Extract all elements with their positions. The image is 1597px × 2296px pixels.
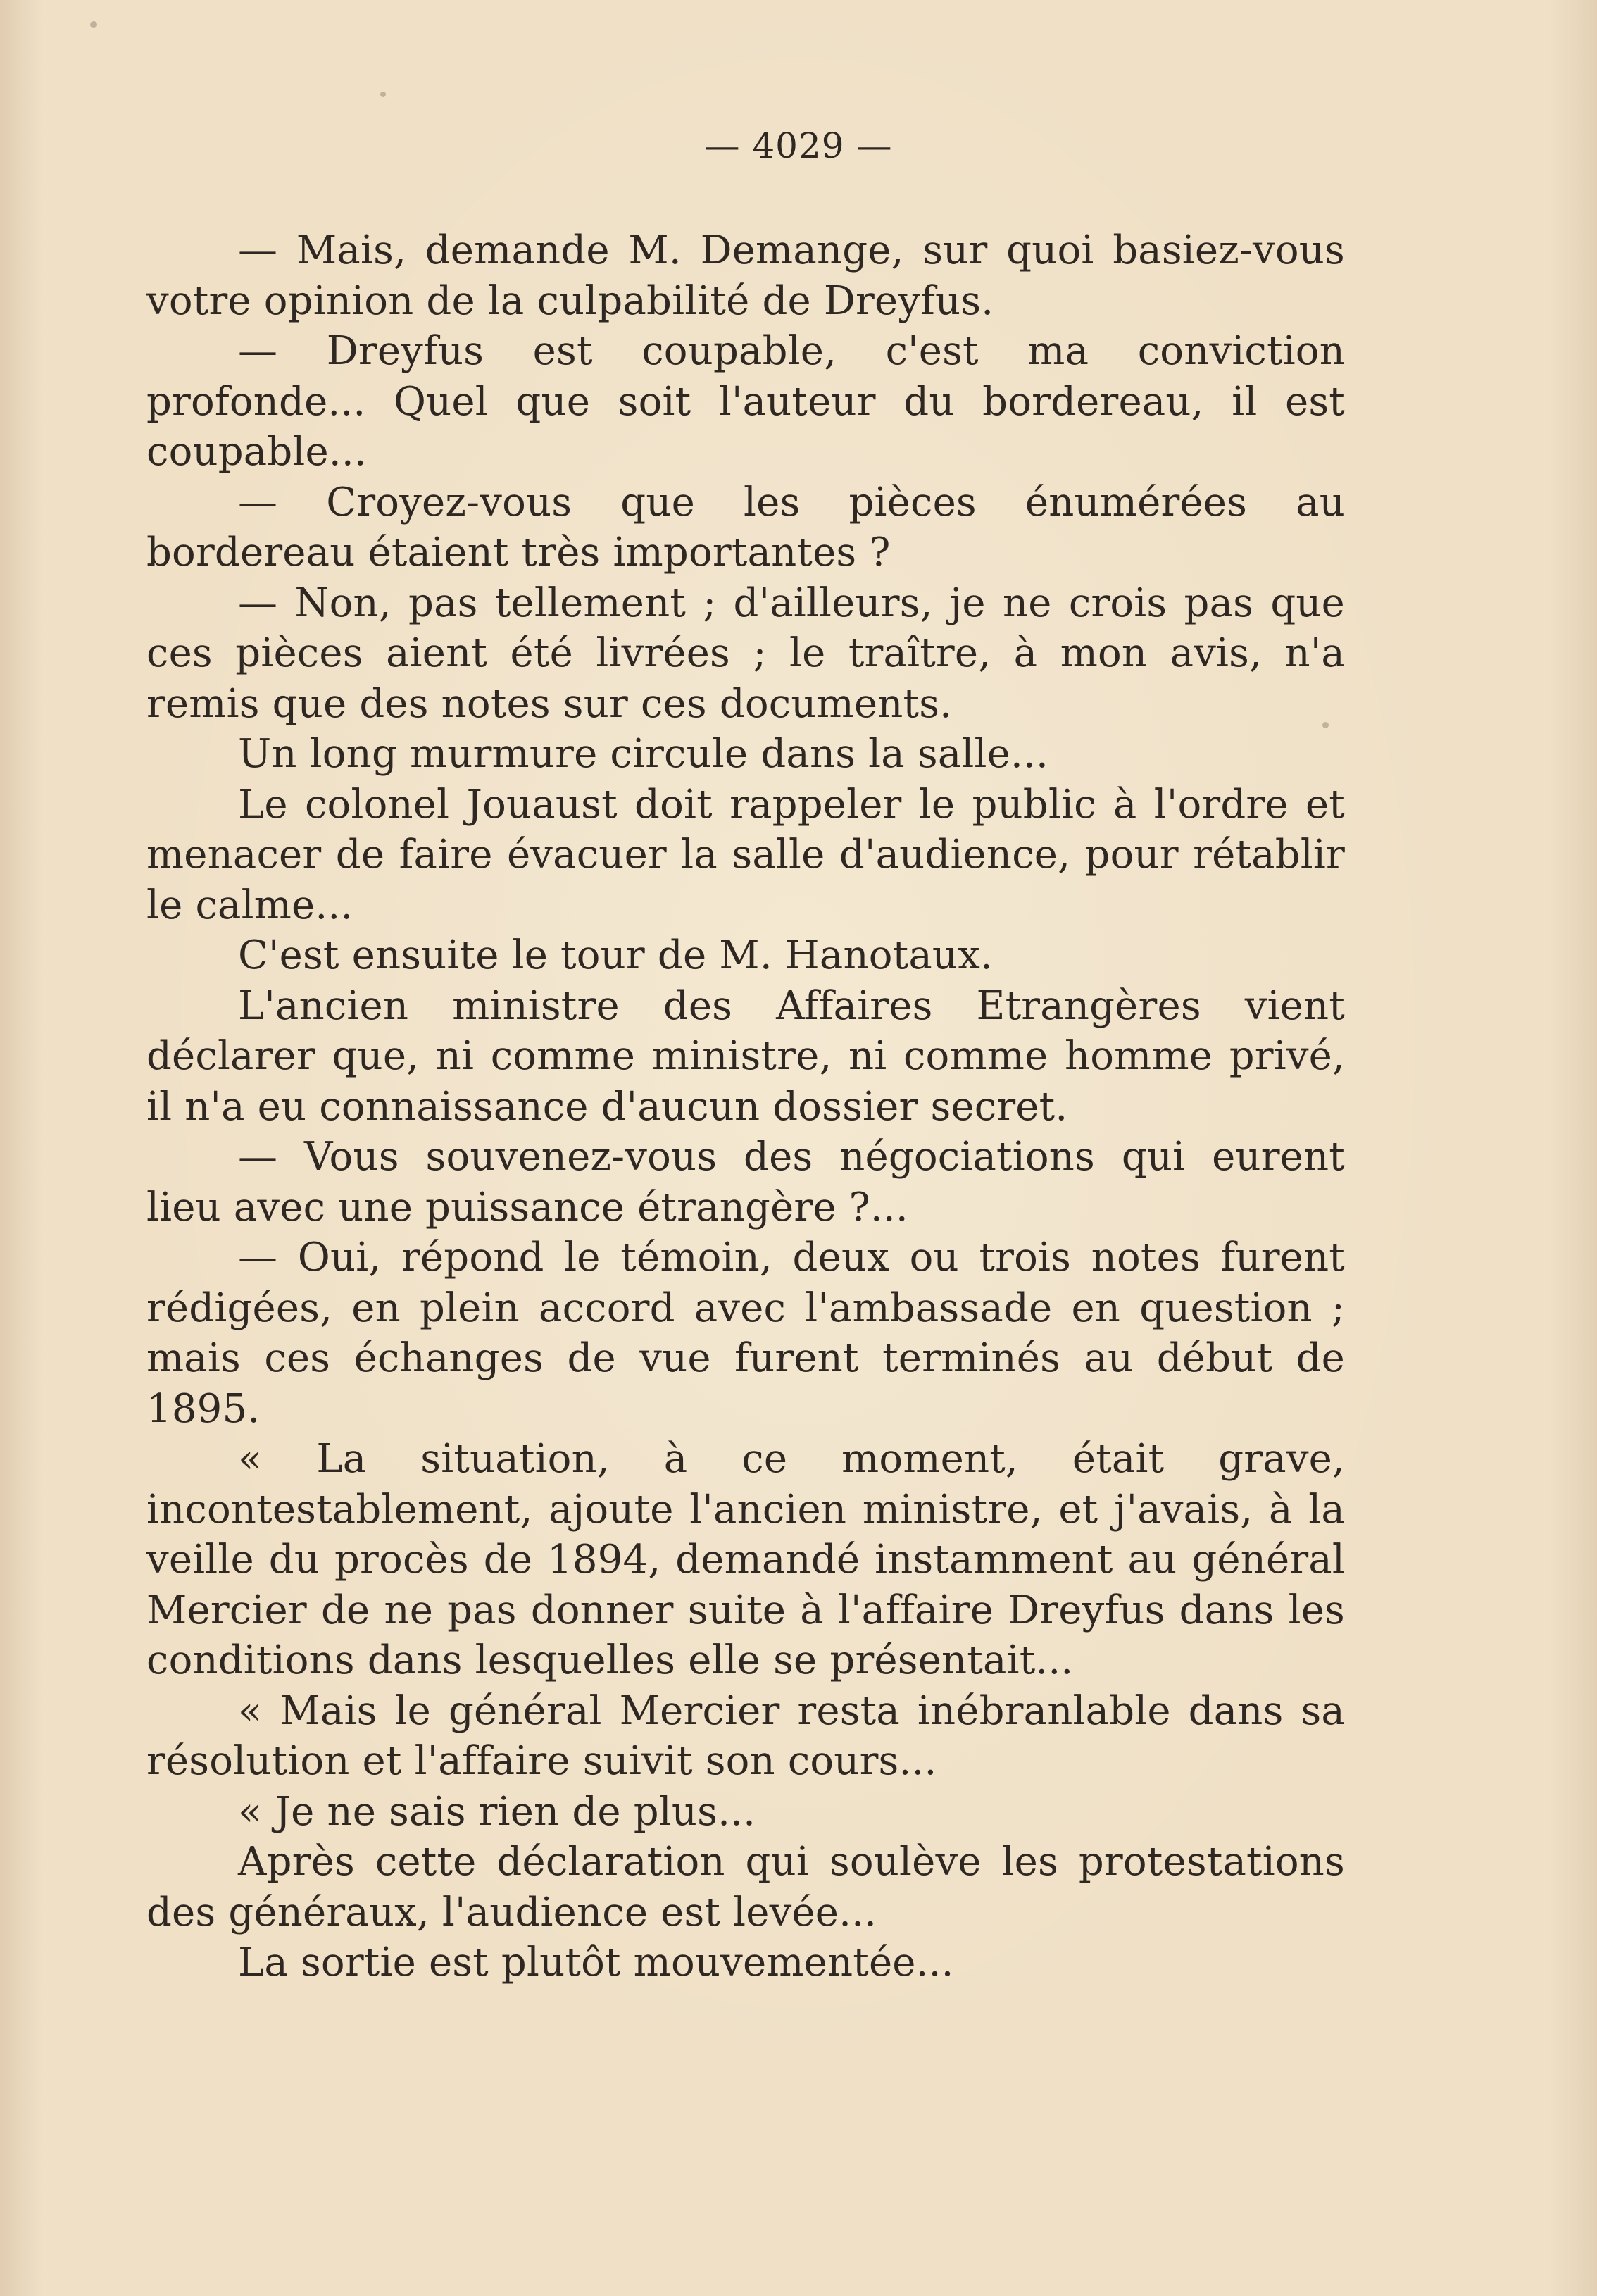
- paragraph: L'ancien ministre des Affaires Etrangères vient déclarer que, ni comme ministre, ni comme homme privé, il n'a eu connaissance d'aucun dossier secret.: [146, 982, 1345, 1130]
- paragraph: — Mais, demande M. Demange, sur quoi basiez-vous votre opinion de la culpabilité de Dreyfus.: [146, 227, 1345, 324]
- paragraph: Après cette déclaration qui soulève les protestations des généraux, l'audience est levée...: [146, 1839, 1345, 1935]
- paragraph: — Vous souvenez-vous des négociations qui eurent lieu avec une puissance étrangère ?...: [146, 1134, 1345, 1230]
- paragraph: Un long murmure circule dans la salle...: [238, 731, 1048, 777]
- page-number: — 4029 —: [704, 125, 893, 166]
- paragraph: — Oui, répond le témoin, deux ou trois notes furent rédigées, en plein accord avec l'ambassade en question ; mais ces échanges de vue furent terminés au début de 1895.: [146, 1235, 1345, 1432]
- paragraph: — Dreyfus est coupable, c'est ma conviction profonde... Quel que soit l'auteur du bordereau, il est coupable...: [146, 328, 1345, 475]
- ink-speck: [90, 21, 97, 28]
- paragraph: « Je ne sais rien de plus...: [238, 1788, 756, 1835]
- paragraph: Le colonel Jouaust doit rappeler le public à l'ordre et menacer de faire évacuer la salle d'audience, pour rétablir le calme...: [146, 781, 1345, 928]
- paragraph: — Croyez-vous que les pièces énumérées au bordereau étaient très importantes ?: [146, 479, 1345, 575]
- paragraph: C'est ensuite le tour de M. Hanotaux.: [238, 932, 993, 978]
- ink-speck: [380, 92, 386, 97]
- paragraph: — Non, pas tellement ; d'ailleurs, je ne crois pas que ces pièces aient été livrées ; le traître, à mon avis, n'a remis que des notes sur ces documents.: [146, 580, 1345, 727]
- paragraph: « La situation, à ce moment, était grave, incontestablement, ajoute l'ancien ministre, et j'avais, à la veille du procès de 1894, demandé instamment au général Mercier de ne pas donner suite à l'affaire Dreyfus dans les conditions dans lesquelles elle se présentait...: [146, 1436, 1345, 1683]
- paragraph: « Mais le général Mercier resta inébranlable dans sa résolution et l'affaire suivit son cours...: [146, 1687, 1345, 1784]
- body-text: [146, 225, 1345, 1988]
- paragraph: La sortie est plutôt mouvementée...: [238, 1940, 954, 1985]
